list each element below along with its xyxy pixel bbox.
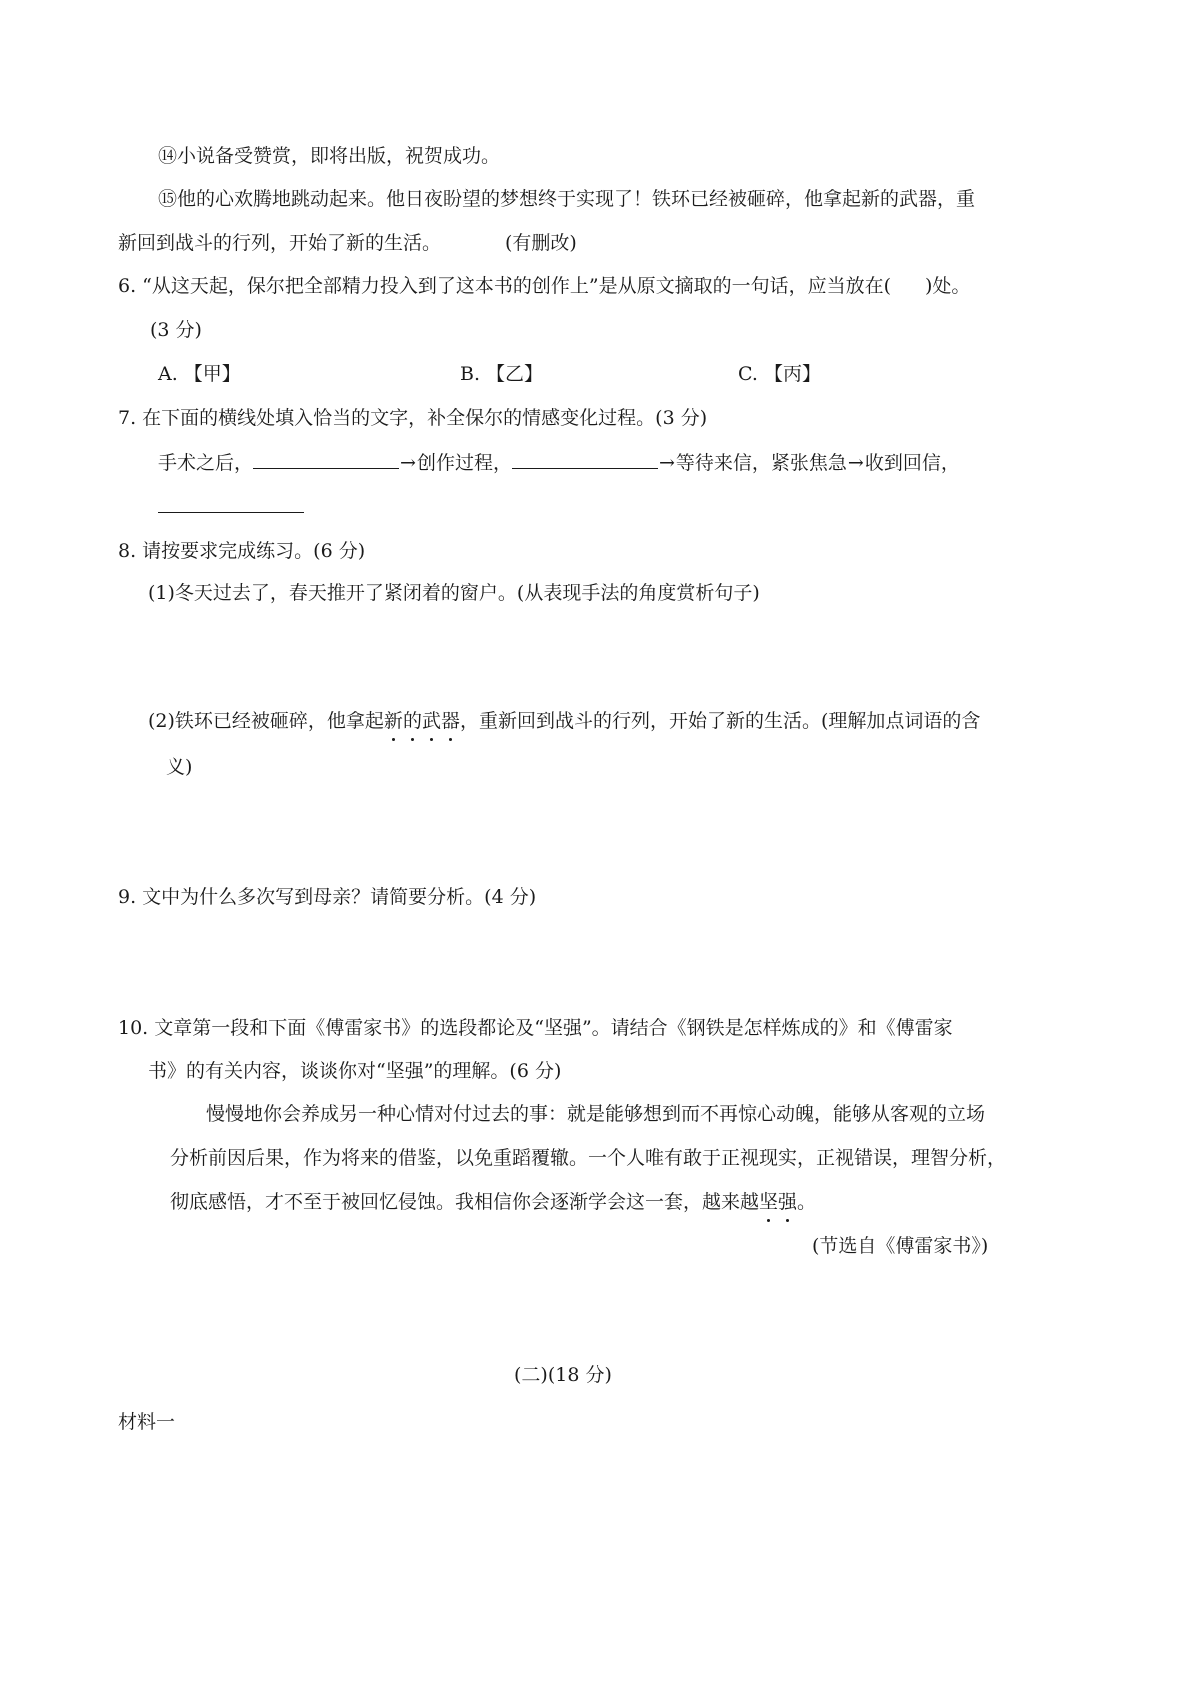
chain-part-2: 创作过程， bbox=[416, 452, 512, 474]
question-6-text-after: )处。 bbox=[925, 275, 971, 297]
question-7-stem: 7. 在下面的横线处填入恰当的文字，补全保尔的情感变化过程。(3 分) bbox=[118, 407, 708, 429]
dotted-char: 武 bbox=[421, 710, 441, 732]
question-7-emotion-chain bbox=[158, 450, 960, 476]
material-1-label: 材料一 bbox=[118, 1411, 176, 1433]
chain-part-4: 收到回信， bbox=[864, 452, 960, 474]
dotted-char: 的 bbox=[402, 710, 422, 732]
dotted-char: 新 bbox=[383, 710, 403, 732]
paragraph-15-line-2 bbox=[118, 230, 577, 256]
dotted-char: 坚 bbox=[759, 1191, 779, 1213]
sub-2-text-after: ，重新回到战斗的行列，开始了新的生活。(理解加点词语的含 bbox=[459, 710, 981, 732]
quote-text-before: 彻底感悟，才不至于被回忆侵蚀。我相信你会逐渐学会这一套，越来越 bbox=[170, 1191, 760, 1213]
fill-blank-1[interactable] bbox=[253, 450, 399, 469]
chain-part-1: 手术之后， bbox=[158, 452, 254, 474]
question-9-stem: 9. 文中为什么多次写到母亲？请简要分析。(4 分) bbox=[118, 886, 537, 908]
question-6-score: (3 分) bbox=[150, 319, 202, 341]
arrow-icon: → bbox=[400, 452, 416, 474]
question-10-stem-line-2: 书》的有关内容，谈谈你对“坚强”的理解。(6 分) bbox=[148, 1060, 562, 1082]
question-6-stem bbox=[118, 273, 970, 299]
source-note: (有删改) bbox=[505, 232, 577, 254]
paragraph-14: ⑭小说备受赞赏，即将出版，祝贺成功。 bbox=[158, 145, 501, 167]
question-7-blank-3-row bbox=[158, 494, 304, 520]
dotted-char: 强 bbox=[778, 1191, 798, 1213]
quote-text-after: 。 bbox=[797, 1191, 817, 1213]
option-a[interactable]: A. 【甲】 bbox=[158, 363, 241, 385]
question-8-sub-2-line-1 bbox=[148, 708, 980, 734]
arrow-icon: → bbox=[847, 452, 864, 474]
question-8-sub-1: (1)冬天过去了，春天推开了紧闭着的窗户。(从表现手法的角度赏析句子) bbox=[148, 582, 760, 604]
fill-blank-3[interactable] bbox=[158, 494, 304, 513]
quote-line-1: 慢慢地你会养成另一种心情对付过去的事：就是能够想到而不再惊心动魄，能够从客观的立场 bbox=[206, 1103, 986, 1125]
arrow-icon: → bbox=[658, 452, 675, 474]
quote-source: (节选自《傅雷家书》) bbox=[812, 1235, 989, 1257]
sub-2-text-before: (2)铁环已经被砸碎，他拿起 bbox=[148, 710, 384, 732]
fill-blank-2[interactable] bbox=[512, 450, 658, 469]
section-2-heading: (二)(18 分) bbox=[514, 1364, 612, 1386]
question-10-stem-line-1: 10. 文章第一段和下面《傅雷家书》的选段都论及“坚强”。请结合《钢铁是怎样炼成的》和《傅雷家 bbox=[118, 1017, 953, 1039]
dotted-char: 器 bbox=[440, 710, 460, 732]
question-8-sub-2-line-2: 义) bbox=[166, 756, 193, 778]
option-c[interactable]: C. 【丙】 bbox=[738, 363, 821, 385]
paragraph-15-line-1: ⑮他的心欢腾地跳动起来。他日夜盼望的梦想终于实现了！铁环已经被砸碎，他拿起新的武器，重 bbox=[158, 188, 976, 210]
chain-part-3: 等待来信，紧张焦急 bbox=[675, 452, 847, 474]
option-b[interactable]: B. 【乙】 bbox=[460, 363, 544, 385]
quote-line-2: 分析前因后果，作为将来的借鉴，以免重蹈覆辙。一个人唯有敢于正视现实，正视错误，理智分析， bbox=[170, 1147, 1007, 1169]
question-6-text-before: 6. “从这天起，保尔把全部精力投入到了这本书的创作上”是从原文摘取的一句话，应当放在( bbox=[118, 275, 892, 297]
question-8-stem: 8. 请按要求完成练习。(6 分) bbox=[118, 540, 366, 562]
quote-line-3 bbox=[170, 1189, 816, 1215]
paragraph-15-text: 新回到战斗的行列，开始了新的生活。 bbox=[118, 232, 442, 254]
